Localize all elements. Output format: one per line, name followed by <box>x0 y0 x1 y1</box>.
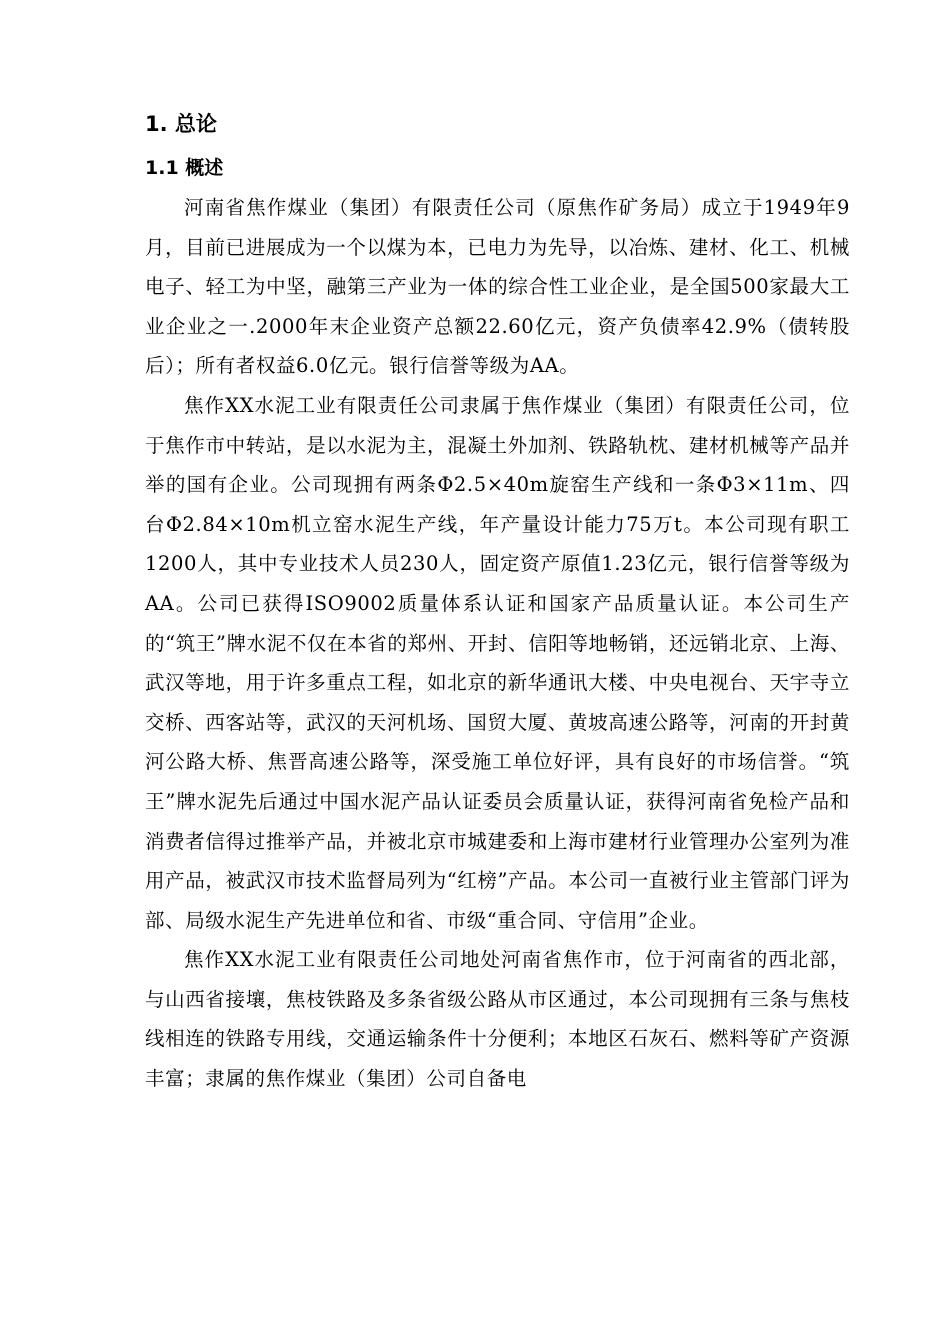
paragraph-location: 焦作XX水泥工业有限责任公司地处河南省焦作市，位于河南省的西北部，与山西省接壤，焦枝铁路及多条省级公路从市区通过，本公司现拥有三条与焦枝线相连的铁路专用线，交通运输条件十分便利；本地区石灰石、燃料等矿产资源丰富；隶属的焦作煤业（集团）公司自备电 <box>145 948 850 1091</box>
section-heading: 1. 总论 <box>145 112 217 136</box>
paragraph-company-group: 河南省焦作煤业（集团）有限责任公司（原焦作矿务局）成立于1949年9月，目前已进展成为一个以煤为本，已电力为先导，以冶炼、建材、化工、机械电子、轻工为中坚，融第三产业为一体的综合性工业企业，是全国500家最大工业企业之一.2000年末企业资产总额22.60亿元，资产负债率42.9%（债转股后）；所有者权益6.0亿元。银行信誉等级为AA。 <box>145 196 850 378</box>
document-body <box>145 108 850 1099</box>
subsection-heading: 1.1 概述 <box>145 157 224 179</box>
paragraph-cement-company: 焦作XX水泥工业有限责任公司隶属于焦作煤业（集团）有限责任公司，位于焦作市中转站，是以水泥为主，混凝土外加剂、铁路轨枕、建材机械等产品并举的国有企业。公司现拥有两条Φ2.5×40m旋窑生产线和一条Φ3×11m、四台Φ2.84×10m机立窑水泥生产线，年产量设计能力75万t。本公司现有职工1200人，其中专业技术人员230人，固定资产原值1.23亿元，银行信誉等级为AA。公司已获得ISO9002质量体系认证和国家产品质量认证。本公司生产的“筑王”牌水泥不仅在本省的郑州、开封、信阳等地畅销，还远销北京、上海、武汉等地，用于许多重点工程，如北京的新华通讯大楼、中央电视台、天宇寺立交桥、西客站等，武汉的天河机场、国贸大厦、黄坡高速公路等，河南的开封黄河公路大桥、焦晋高速公路等，深受施工单位好评，具有良好的市场信誉。“筑王”牌水泥先后通过中国水泥产品认证委员会质量认证，获得河南省免检产品和消费者信得过推举产品，并被北京市城建委和上海市建材行业管理办公室列为准用产品，被武汉市技术监督局列为“红榜”产品。本公司一直被行业主管部门评为部、局级水泥生产先进单位和省、市级“重合同、守信用”企业。 <box>145 393 850 932</box>
